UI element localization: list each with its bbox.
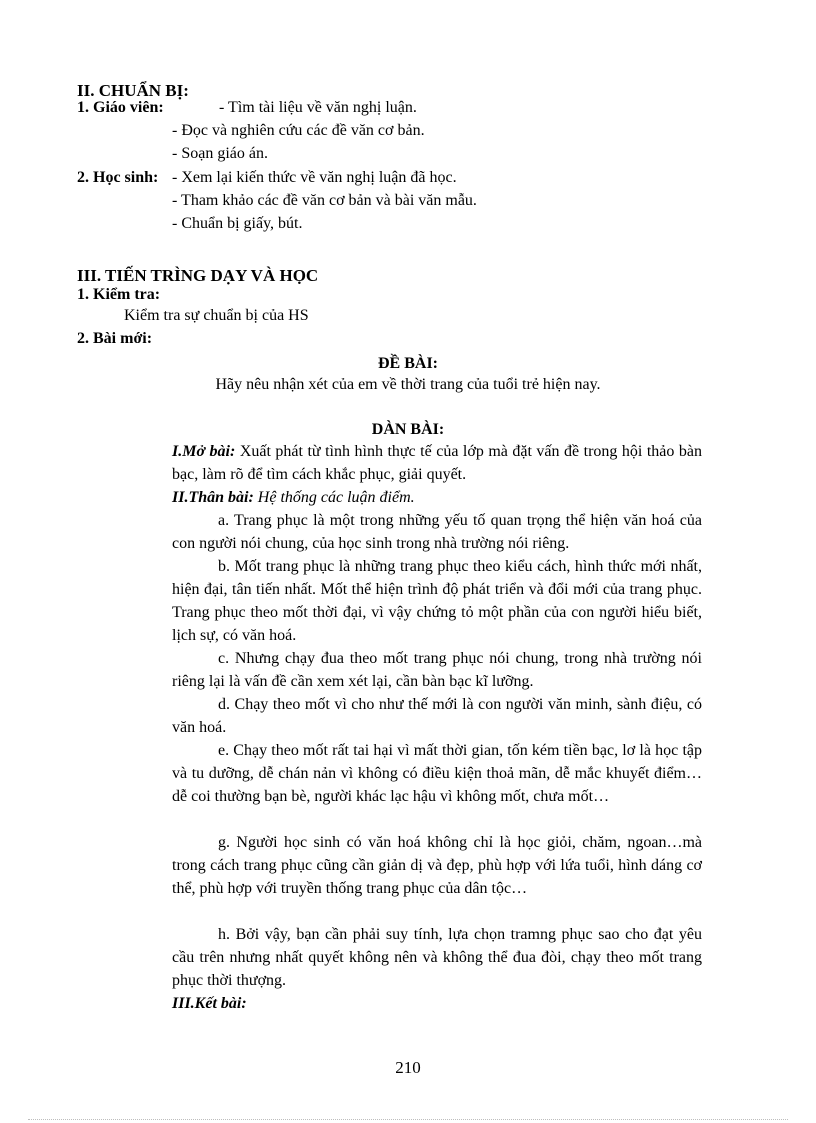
- topic-heading: ĐỀ BÀI:: [377, 355, 438, 372]
- point-e: e. Chạy theo mốt rất tai hại vì mất thời gian, tốn kém tiền bạc, lơ là học tập và tu dưỡng, dễ chán nản vì không có điều kiện thoả mãn, dễ mắc khuyết điểm…dễ coi thường bạn bè, người khác lạc hậu vì không mốt, chưa mốt…: [172, 742, 702, 805]
- student-item: - Chuẩn bị giấy, bút.: [172, 215, 303, 232]
- section-heading-preparation: II. CHUẨN BỊ:: [77, 81, 189, 100]
- point-h: h. Bởi vậy, bạn cần phải suy tính, lựa chọn tramng phục sao cho đạt yêu cầu trên nhưng nhất quyết không nên và không thể đua đòi, chạy theo mốt trang phục thời thượng.: [172, 926, 702, 989]
- topic-text: Hãy nêu nhận xét của em về thời trang của tuổi trẻ hiện nay.: [215, 376, 601, 393]
- teacher-label: 1. Giáo viên:: [77, 99, 164, 116]
- outline-heading: DÀN BÀI:: [371, 421, 445, 438]
- teacher-item: - Soạn giáo án.: [172, 145, 268, 162]
- body-heading: [172, 486, 415, 509]
- page-number: 210: [395, 1058, 421, 1077]
- point-c: c. Nhưng chạy đua theo mốt trang phục nói chung, trong nhà trường nói riêng lại là vấn đề cần xem xét lại, cần bàn bạc kĩ lưỡng.: [172, 650, 702, 690]
- intro-text: Xuất phát từ tình hình thực tế của lớp mà đặt vấn đề trong hội thảo bàn bạc, làm rõ để tìm cách khắc phục, giải quyết.: [172, 443, 703, 483]
- student-label: 2. Học sinh:: [77, 169, 159, 186]
- teacher-item: - Tìm tài liệu về văn nghị luận.: [219, 99, 417, 116]
- new-lesson-label: 2. Bài mới:: [77, 330, 153, 347]
- student-item: - Xem lại kiến thức về văn nghị luận đã học.: [172, 169, 457, 186]
- teacher-item: - Đọc và nghiên cứu các đề văn cơ bản.: [172, 122, 425, 139]
- point-a: a. Trang phục là một trong những yếu tố quan trọng thể hiện văn hoá của con người nói chung, của học sinh trong nhà trường nói riêng.: [172, 512, 702, 552]
- body-subtitle: Hệ thống các luận điểm.: [253, 489, 415, 506]
- point-g: g. Người học sinh có văn hoá không chỉ là học giỏi, chăm, ngoan…mà trong cách trang phục cũng cần giản dị và đẹp, phù hợp với lứa tuổi, hình dáng cơ thể, phù hợp với truyền thống trang phục của dân tộc…: [172, 834, 702, 897]
- intro-label: I.Mở bài:: [172, 443, 236, 460]
- conclusion-label: III.Kết bài:: [172, 995, 247, 1012]
- page-bottom-divider: [28, 1119, 788, 1120]
- check-label: 1. Kiểm tra:: [77, 286, 161, 303]
- section-heading-process: III. TIẾN TRÌNG DẠY VÀ HỌC: [77, 266, 319, 285]
- student-item: - Tham khảo các đề văn cơ bản và bài văn mẫu.: [172, 192, 477, 209]
- check-text: Kiểm tra sự chuẩn bị của HS: [124, 307, 309, 324]
- intro-paragraph: [172, 440, 702, 486]
- point-d: d. Chạy theo mốt vì cho như thế mới là con người văn minh, sành điệu, có văn hoá.: [172, 696, 702, 736]
- body-label: II.Thân bài:: [172, 489, 254, 506]
- point-b: b. Mốt trang phục là những trang phục theo kiểu cách, hình thức mới nhất, hiện đại, tân tiến nhất. Mốt thể hiện trình độ phát triển và đổi mới của trang phục. Trang phục theo mốt thời đại, vì vậy chứng tỏ một phần của con người hiểu biết, lịch sự, có văn hoá.: [172, 558, 702, 644]
